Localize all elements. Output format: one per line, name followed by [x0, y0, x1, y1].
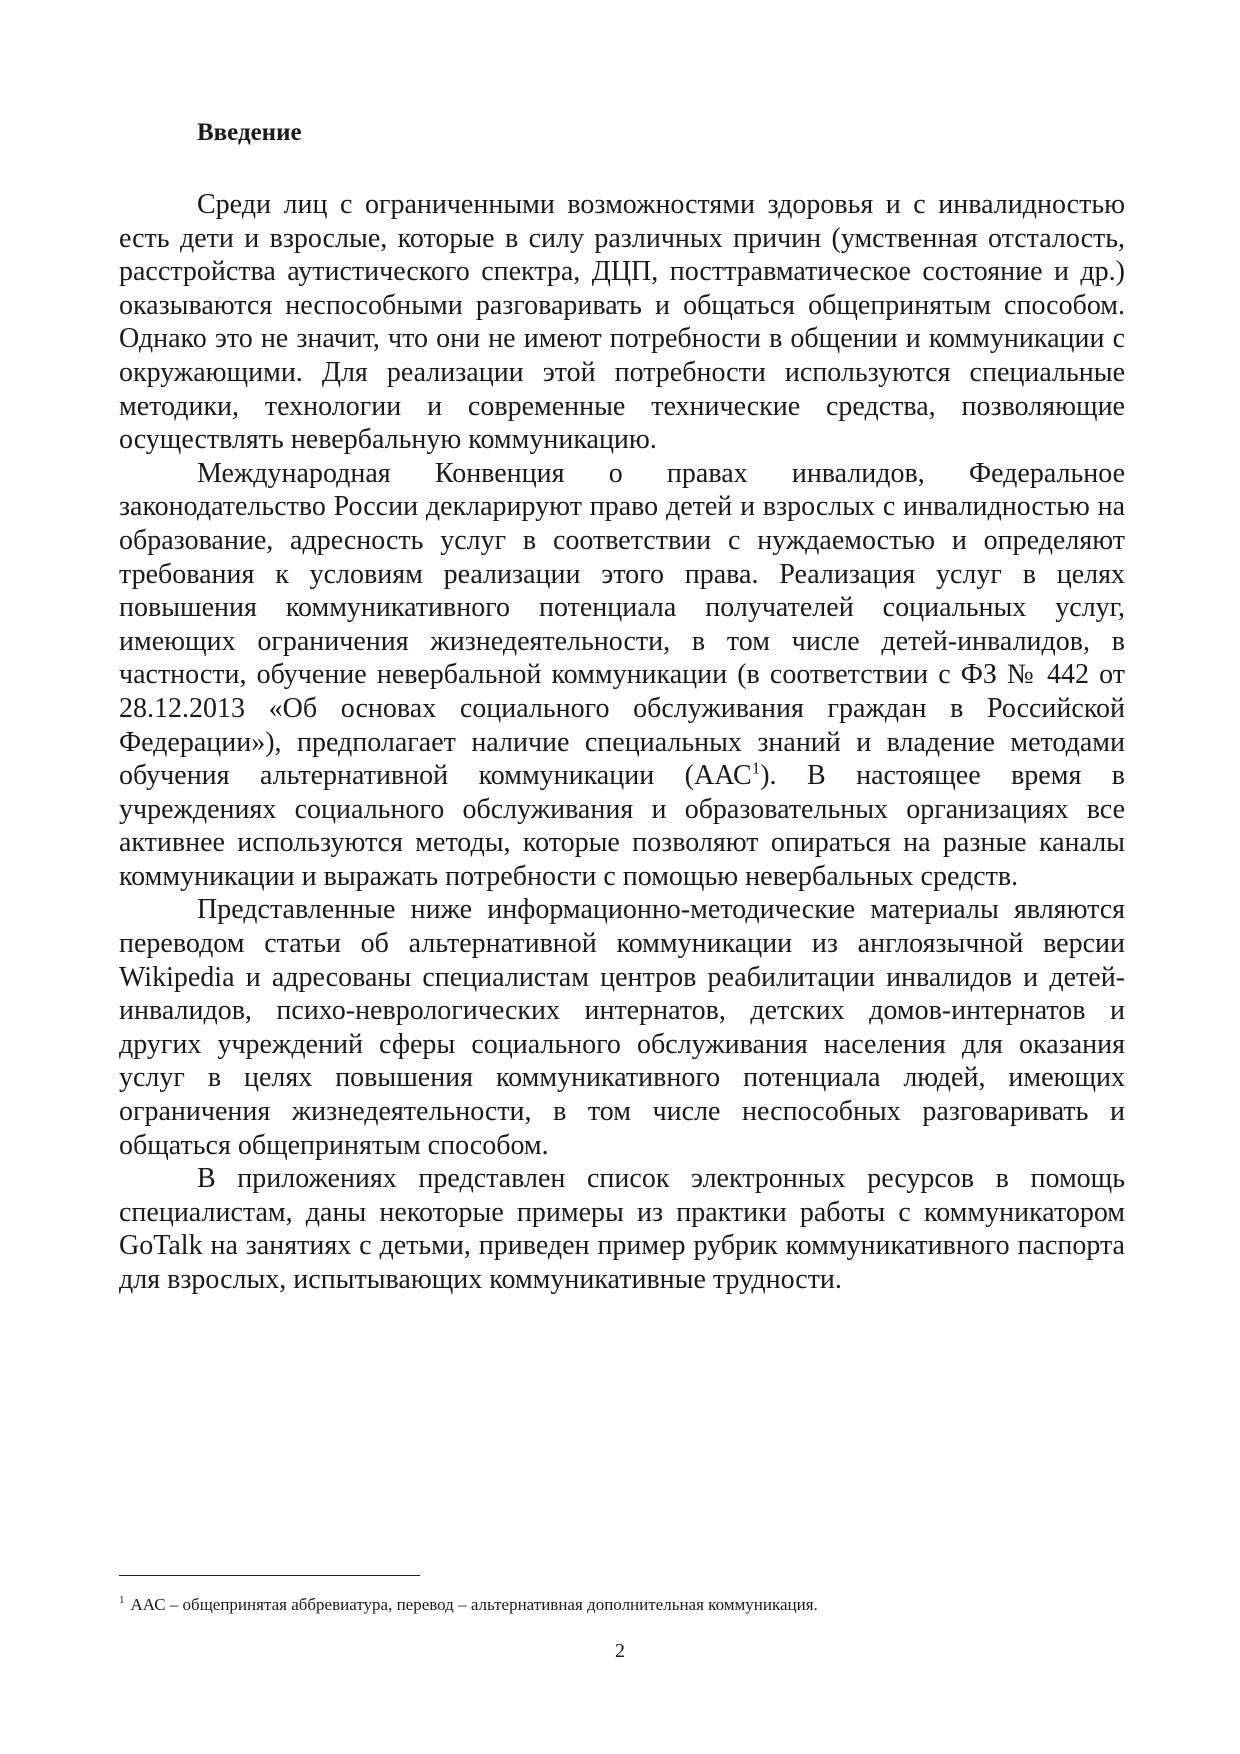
- footnote: [119, 1594, 1125, 1616]
- paragraph-2: [119, 457, 1125, 894]
- paragraph-4: В приложениях представлен список электронных ресурсов в помощь специалистам, даны некоторые примеры из практики работы с коммуникатором GoTalk на занятиях с детьми, приведен пример рубрик коммуникативного паспорта для взрослых, испытывающих коммуникативные трудности.: [119, 1163, 1125, 1295]
- section-heading: Введение: [197, 119, 302, 146]
- footnote-reference: 1: [751, 758, 761, 778]
- paragraph-2-text: Международная Конвенция о правах инвалидов, Федеральное законодательство России декларируют право детей и взрослых с инвалидностью на образование, адресность услуг в соответствии с нуждаемостью и определяют требования к условиям реализации этого права. Реализация услуг в целях повышения коммуникативного потенциала получателей социальных услуг, имеющих ограничения жизнедеятельности, в том числе детей-инвалидов, в частности, обучение невербальной коммуникации (в соответствии с ФЗ № 442 от 28.12.2013 «Об основах социального обслуживания граждан в Российской Федерации»), предполагает наличие специальных знаний и владение методами обучения альтернативной коммуникации (ААС: [119, 457, 1125, 792]
- paragraph-1: Среди лиц с ограниченными возможностями здоровья и с инвалидностью есть дети и взрослые, которые в силу различных причин (умственная отсталость, расстройства аутистического спектра, ДЦП, посттравматическое состояние и др.) оказываются неспособными разговаривать и общаться общепринятым способом. Однако это не значит, что они не имеют потребности в общении и коммуникации с окружающими. Для реализации этой потребности используются специальные методики, технологии и современные технические средства, позволяющие осуществлять невербальную коммуникацию.: [119, 189, 1125, 456]
- footnote-mark: 1: [119, 1594, 125, 1607]
- paragraph-3: Представленные ниже информационно-методические материалы являются переводом статьи об альтернативной коммуникации из англоязычной версии Wikipedia и адресованы специалистам центров реабилитации инвалидов и детей-инвалидов, психо-неврологических интернатов, детских домов-интернатов и других учреждений сферы социального обслуживания населения для оказания услуг в целях повышения коммуникативного потенциала людей, имеющих ограничения жизнедеятельности, в том числе неспособных разговаривать и общаться общепринятым способом.: [119, 894, 1125, 1161]
- page-number: 2: [615, 1640, 625, 1662]
- body-text: [119, 188, 1125, 1297]
- paragraph-2-text-continued: ). В настоящее время в учреждениях социального обслуживания и образовательных организациях все активнее используются методы, которые позволяют опираться на разные каналы коммуникации и выражать потребности с помощью невербальных средств.: [119, 760, 1126, 892]
- footnote-text: ААС – общепринятая аббревиатура, перевод – альтернативная дополнительная коммуникация.: [130, 1595, 818, 1614]
- footnote-separator: [119, 1575, 420, 1576]
